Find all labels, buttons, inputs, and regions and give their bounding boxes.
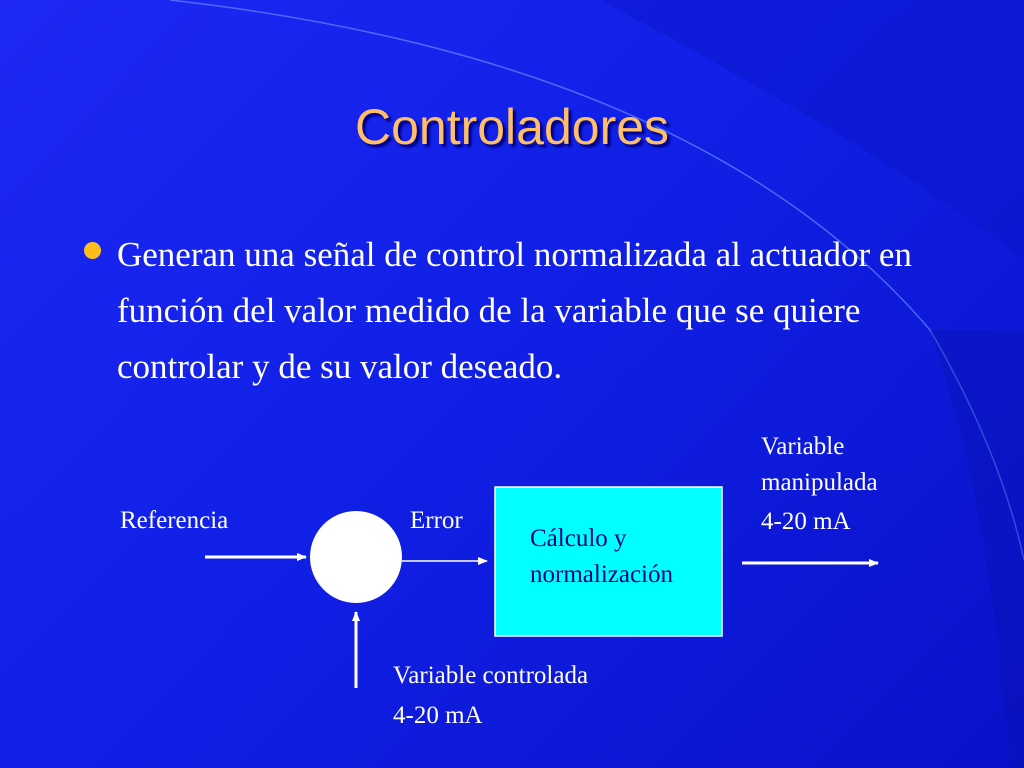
- block-label-line2: normalización: [530, 561, 673, 588]
- controlled-label-line1: Variable controlada: [393, 662, 589, 689]
- block-label-line1: Cálculo y: [530, 525, 627, 552]
- label-referencia: Referencia: [120, 507, 229, 534]
- manipulated-label-line3: 4-20 mA: [761, 508, 851, 535]
- label-plus: +: [320, 550, 335, 577]
- slide-title: Controladores: [354, 99, 670, 155]
- bullet-text: Generan una señal de control normalizada al actuador en función del valor medido de la variable que se quiere controlar y de su valor deseado.: [117, 235, 912, 386]
- manipulated-label-line2: manipulada: [761, 469, 878, 496]
- controlled-label-line2: 4-20 mA: [393, 702, 483, 729]
- label-minus: -: [350, 580, 359, 607]
- manipulated-label-line1: Variable: [761, 433, 845, 460]
- label-error: Error: [410, 507, 463, 534]
